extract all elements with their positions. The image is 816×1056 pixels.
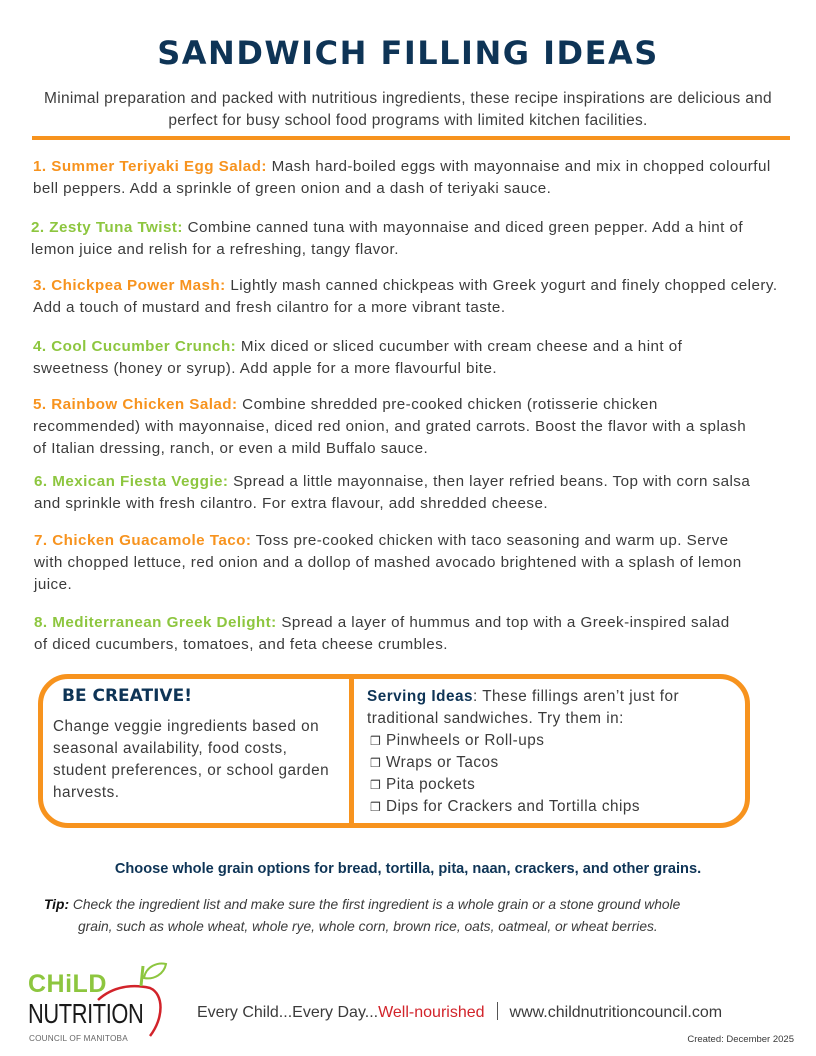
serving-ideas-intro: : These fillings aren’t just for traditional sandwiches. Try them in: — [367, 688, 680, 727]
recipe-title: 3. Chickpea Power Mash: — [33, 277, 226, 294]
footer-separator — [497, 1002, 498, 1020]
recipe-title: 7. Chicken Guacamole Taco: — [34, 532, 252, 549]
recipe-description: Combine canned tuna with mayonnaise and diced green pepper. Add a hint of lemon juice and relish for a refreshing, tangy flavor. — [31, 219, 744, 258]
recipe-title: 5. Rainbow Chicken Salad: — [33, 396, 238, 413]
recipe-description: Spread a little mayonnaise, then layer refried beans. Top with corn salsa and sprinkle with fresh cilantro. For extra flavour, add shredded cheese. — [34, 473, 751, 512]
page-title: SANDWICH FILLING IDEAS — [157, 34, 659, 72]
recipe-item — [31, 217, 776, 261]
serving-option: ❒ Pita pockets — [370, 774, 752, 796]
recipe-title: 1. Summer Teriyaki Egg Salad: — [33, 158, 267, 175]
logo-child: CHiLD — [28, 970, 107, 998]
intro-text: Minimal preparation and packed with nutritious ingredients, these recipe inspirations are delicious and perfect for busy school food programs with limited kitchen facilities. — [44, 90, 772, 129]
tip-label: Tip: — [44, 897, 70, 912]
be-creative-heading: BE CREATIVE! — [62, 686, 192, 706]
child-nutrition-logo — [28, 958, 178, 1048]
website-link[interactable]: www.childnutritioncouncil.com — [509, 1004, 723, 1021]
header-divider — [32, 136, 790, 140]
recipe-item — [34, 471, 779, 515]
tagline-accent: Well-nourished — [378, 1004, 485, 1021]
recipe-description: Toss pre-cooked chicken with taco seasoning and warm up. Serve with chopped lettuce, red onion and a dollop of mashed avocado brightened with a splash of lemon juice. — [34, 532, 742, 593]
recipe-title: 4. Cool Cucumber Crunch: — [33, 338, 237, 355]
serving-ideas — [367, 686, 752, 818]
checkbox-icon: ❒ — [370, 800, 382, 814]
recipe-description: Combine shredded pre-cooked chicken (rotisserie chicken recommended) with mayonnaise, diced red onion, and grated carrots. Boost the flavor with a splash of Italian dressing, ranch, or even a mild Buffalo sauce. — [33, 396, 747, 457]
whole-grain-note: Choose whole grain options for bread, tortilla, pita, naan, crackers, and other grains. — [114, 861, 702, 877]
serving-ideas-heading: Serving Ideas — [367, 688, 473, 705]
recipe-title: 6. Mexican Fiesta Veggie: — [34, 473, 229, 490]
recipe-description: Spread a layer of hummus and top with a Greek-inspired salad of diced cucumbers, tomatoes, and feta cheese crumbles. — [34, 614, 730, 653]
logo-nutrition: NUTRITION — [28, 998, 144, 1029]
serving-options-list — [367, 730, 752, 818]
serving-option: ❒ Wraps or Tacos — [370, 752, 752, 774]
recipe-description: Lightly mash canned chickpeas with Greek yogurt and finely chopped celery. Add a touch of mustard and fresh cilantro for a more vibrant taste. — [33, 277, 778, 316]
recipe-item — [34, 612, 746, 656]
recipe-item — [34, 530, 759, 596]
footer-tagline: Every Child...Every Day...Well-nourished www.childnutritioncouncil.com — [197, 1004, 723, 1021]
recipe-item — [33, 275, 778, 319]
serving-option: ❒ Pinwheels or Roll-ups — [370, 730, 752, 752]
recipe-description: Mash hard-boiled eggs with mayonnaise and mix in chopped colourful bell peppers. Add a sprinkle of green onion and a dash of teriyaki sauce. — [33, 158, 771, 197]
tip-text: Tip: Check the ingredient list and make sure the first ingredient is a whole grain or a stone ground whole grain, such as whole wheat, whole rye, whole corn, brown rice, oats, oatmeal, or wheat berries. — [44, 897, 681, 934]
recipe-title: 8. Mediterranean Greek Delight: — [34, 614, 277, 631]
checkbox-icon: ❒ — [370, 778, 382, 792]
recipe-title: 2. Zesty Tuna Twist: — [31, 219, 183, 236]
checkbox-icon: ❒ — [370, 734, 382, 748]
be-creative-text: Change veggie ingredients based on seasonal availability, food costs, student preferences, or school garden harvests. — [53, 718, 330, 801]
recipe-description: Mix diced or sliced cucumber with cream cheese and a hint of sweetness (honey or syrup). Add apple for a more flavourful bite. — [33, 338, 683, 377]
checkbox-icon: ❒ — [370, 756, 382, 770]
recipe-item — [33, 336, 733, 380]
serving-option: ❒ Dips for Crackers and Tortilla chips — [370, 796, 752, 818]
tips-box-divider — [349, 679, 354, 828]
created-date: Created: December 2025 — [687, 1034, 794, 1045]
recipe-item — [33, 394, 763, 460]
logo-council: COUNCIL OF MANITOBA — [29, 1034, 128, 1043]
recipe-item — [33, 156, 778, 200]
